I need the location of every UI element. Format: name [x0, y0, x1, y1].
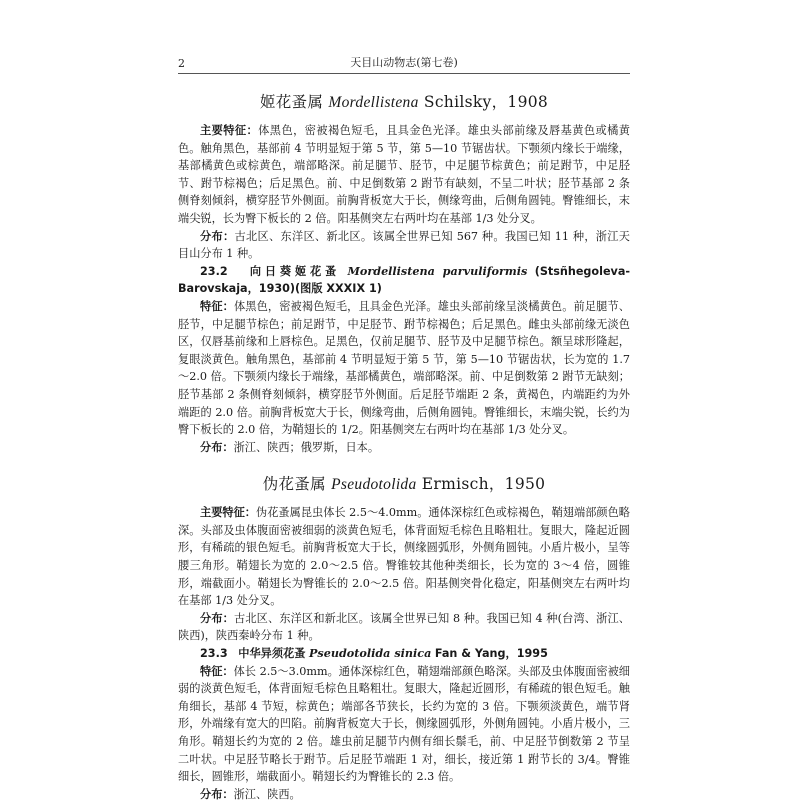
label: 特征： [200, 299, 234, 313]
genus-name-cn: 伪花蚤属 [262, 475, 326, 494]
text: 古北区、东洋区、新北区。该属全世界已知 567 种。我国已知 11 种，浙江天目山分布 1 种。 [178, 229, 630, 261]
species-number: 23.3 [200, 647, 228, 661]
page-number: 2 [178, 57, 185, 70]
genus-distribution [178, 610, 630, 645]
genus-author: Schilsky，1908 [423, 93, 549, 111]
species-name-cn: 中华异须花蚤 [238, 647, 306, 661]
label: 分布： [200, 611, 234, 625]
genus-name-cn: 姬花蚤属 [259, 93, 324, 111]
species-author: (Stsñhegoleva-Barovskaja，1930)(图版 XXXIX 1) [178, 264, 631, 296]
genus-name-latin: Mordellistena [328, 94, 419, 111]
genus-author: Ermisch，1950 [421, 475, 546, 494]
text: 体长 2.5～3.0mm。通体深棕红色，鞘翅端部颜色略深。头部及虫体腹面密被细弱的淡黄色短毛，体背面短毛棕色且略粗壮。复眼大，隆起近圆形，有稀疏的银色短毛。触角细长，基部 4 节短，棕黄色；端部各节狭长，长约为宽的 3 倍。下颚须淡黄色，端节肾形，外端缘有宽大的凹陷。前胸背板宽大于长，侧缘圆弧形，外侧角圆钝。小盾片极小，三角形。鞘翅长约为宽的 2 倍。雄虫前足腿节内侧有细长鬃毛，前、中足胫节倒数第 2 节呈二叶状。中足胫节略长于跗节。后足胫节端距 1 对，细长，接近第 1 跗节长的 3/4。臀锥细长，圆锥形，端截面小。鞘翅长约为臀锥长的 2.3 倍。 [178, 664, 630, 784]
species-name-latin: Mordellistena parvuliformis [347, 263, 528, 278]
species-name-latin: Pseudotolida sinica [308, 646, 432, 661]
label: 分布： [200, 787, 234, 801]
species-features [178, 298, 630, 439]
species-features [178, 663, 630, 786]
species-heading [178, 645, 630, 663]
text: 体黑色，密被褐色短毛，且具金色光泽。雄虫头部前缘及唇基黄色或橘黄色。触角黑色，基部前 4 节明显短于第 5 节，第 5—10 节锯齿状。下颚须内缘长于端缘，基部橘黄色或棕黄色，端部略深。前足腿节、胫节，中足腿节棕黄色；前足跗节，中足胫节、跗节棕褐色；后足黑色。前、中足倒数第 2 跗节有缺刻，不呈二叶状；胫节基部 2 条侧脊刻倾斜，横穿胫节外侧面。前胸背板宽大于长，侧缘弯曲，后侧角圆钝。臀锥细长，末端尖锐，长为臀下板长的 2 倍。阳基侧突左右两叶均在基部 1/3 处分叉。 [178, 124, 630, 225]
page-header [178, 52, 630, 74]
label: 分布： [200, 440, 234, 454]
species-distribution [178, 439, 630, 457]
genus-name-latin: Pseudotolida [331, 476, 417, 494]
genus-features [178, 122, 630, 228]
genus-distribution [178, 228, 630, 263]
text: 浙江、陕西；俄罗斯，日本。 [233, 440, 380, 454]
species-author: Fan & Yang，1995 [434, 647, 548, 661]
species-number: 23.2 [200, 264, 228, 278]
species-heading [178, 263, 630, 298]
label: 分布： [200, 229, 235, 243]
species-name-cn: 向日葵姬花蚤 [249, 264, 341, 278]
text: 伪花蚤属昆虫体长 2.5～4.0mm。通体深棕红色或棕褐色，鞘翅端部颜色略深。头部及虫体腹面密被细弱的淡黄色短毛，体背面短毛棕色且略粗壮。复眼大，隆起近圆形，有稀疏的银色短毛。前胸背板宽大于长，侧缘圆弧形，外侧角圆钝。小盾片极小，呈等腰三角形。鞘翅长为宽的 2.0～2.5 倍。臀锥较其他种类细长，长为宽的 3～4 倍，圆锥形，端截面小。鞘翅长为臀锥长的 2.0～2.5 倍。阳基侧突骨化稳定，阳基侧突左右两叶均在基部 1/3 处分叉。 [178, 506, 630, 608]
running-title: 天目山动物志(第七卷) [350, 56, 458, 69]
label: 主要特征： [200, 124, 259, 137]
label: 主要特征： [200, 506, 257, 520]
text: 浙江、陕西。 [233, 787, 301, 801]
genus-section-pseudotolida [178, 472, 630, 803]
species-distribution [178, 786, 630, 803]
text: 古北区、东洋区和新北区。该属全世界已知 8 种。我国已知 4 种(台湾、浙江、陕西)，陕西秦岭分布 1 种。 [178, 611, 630, 643]
document-page [178, 52, 630, 803]
label: 特征： [200, 664, 234, 678]
genus-features [178, 504, 630, 610]
genus-heading [178, 472, 630, 494]
text: 体黑色，密被褐色短毛，且具金色光泽。雄虫头部前缘呈淡橘黄色。前足腿节、胫节，中足腿节棕色；前足跗节，中足胫节、跗节棕褐色；后足黑色。雌虫头部前缘无淡色区，仅唇基前缘和上唇棕色。足黑色，仅前足腿节、胫节及中足腿节棕色。额呈球形隆起，复眼淡黄色。触角黑色，基部前 4 节明显短于第 5 节，第 5—10 节锯齿状，长为宽的 1.7～2.0 倍。下颚须内缘长于端缘，基部橘黄色，端部略深。前、中足倒数第 2 跗节无缺刻；胫节基部 2 条侧脊刻倾斜，横穿胫节外侧面。后足胫节端距 2 条，黄褐色，内端距约为外端距的 2.0 倍。前胸背板宽大于长，侧缘弯曲，后侧角圆钝。臀锥细长，末端尖锐，长约为臀下板长的 2.0 倍，为鞘翅长的 1/2。阳基侧突左右两叶均在基部 1/3 处分叉。 [178, 299, 630, 437]
genus-section-mordellistena [178, 90, 630, 456]
genus-heading [178, 90, 630, 112]
